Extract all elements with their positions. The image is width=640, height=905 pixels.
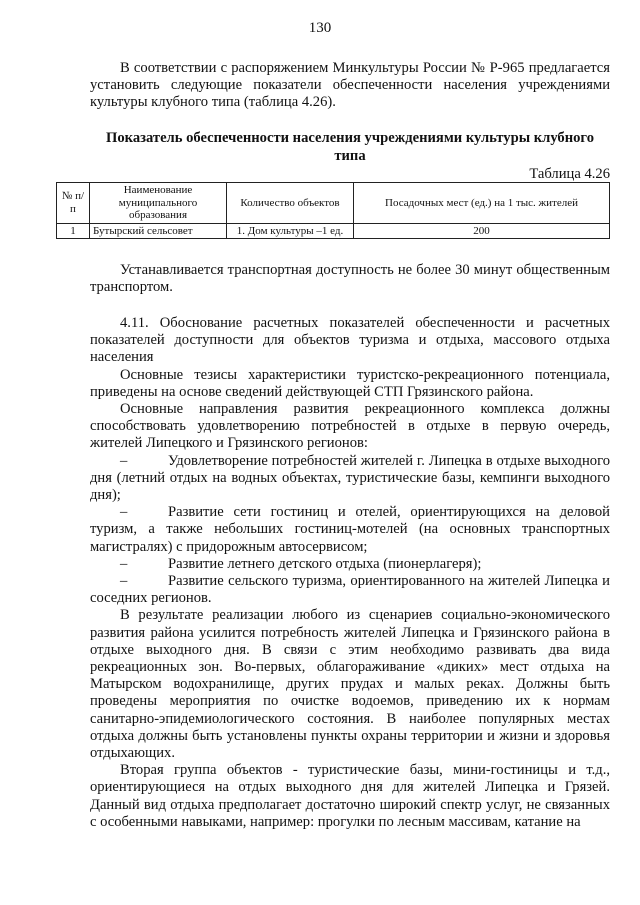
cell-number: 1 xyxy=(57,223,90,239)
list-item-text: Развитие сельского туризма, ориентированного на жителей Липецка и соседних регионов. xyxy=(90,573,610,607)
list-item xyxy=(90,556,610,573)
list-item xyxy=(90,453,610,505)
dash-marker: – xyxy=(120,504,128,521)
cell-seats: 200 xyxy=(354,223,610,239)
table-row xyxy=(57,223,610,239)
table-title: Показатель обеспеченности населения учреждениями культуры клубного типа xyxy=(105,130,594,164)
indicator-table xyxy=(56,182,610,239)
paragraph-scenarios: В результате реализации любого из сценариев социально-экономического развития района усилится потребность жителей Липецка и Грязинского района в отдыхе выходного дня. В связи с этим необходимо развивать два вида рекреационных зон. Во-первых, облагораживание «диких» мест отдыха на Матырском водохранилище, других прудах и малых реках. Должны быть проведены мероприятия по очистке водоемов, приведению их к нормам санитарно-эпидемиологического состояния. В наиболее популярных местах отдыха должны быть установлены пункты охраны территории и жизни и здоровья отдыхающих. xyxy=(90,607,610,762)
cell-municipality: Бутырский сельсовет xyxy=(90,223,227,239)
header-cell-object-count: Количество объектов xyxy=(227,183,354,224)
dash-marker: – xyxy=(120,555,128,572)
section-heading-4-11: 4.11. Обоснование расчетных показателей обеспеченности и расчетных показателей доступности для объектов туризма и отдыха, массового отдыха населения xyxy=(90,315,610,366)
main-text-block xyxy=(90,315,610,831)
table-header-row xyxy=(57,183,610,224)
paragraph-second-group: Вторая группа объектов - туристические базы, мини-гостиницы и т.д., ориентирующиеся на отдых выходного дня для жителей Липецка и Грязей. Данный вид отдыха предполагает достаточно широкий спектр услуг, не связанных с особенными навыками, например: прогулки по лесным массивам, катание на xyxy=(90,762,610,830)
cell-object-count: 1. Дом культуры –1 ед. xyxy=(227,223,354,239)
transport-block xyxy=(90,262,610,296)
intro-paragraph: В соответствии с распоряжением Минкультуры России № Р-965 предлагается установить следующие показатели обеспеченности населения учреждениями культуры клубного типа (таблица 4.26). xyxy=(90,60,610,111)
list-item xyxy=(90,504,610,556)
paragraph-theses: Основные тезисы характеристики туристско-рекреационного потенциала, приведены на основе сведений действующей СТП Грязинского района. xyxy=(90,366,610,400)
header-cell-seats: Посадочных мест (ед.) на 1 тыс. жителей xyxy=(354,183,610,224)
page-number: 130 xyxy=(308,20,332,36)
list-item-text: Удовлетворение потребностей жителей г. Липецка в отдыхе выходного дня (летний отдых на водных объектах, туристические базы, кемпинги выходного дня); xyxy=(90,452,610,504)
paragraph-transport: Устанавливается транспортная доступность не более 30 минут общественным транспортом. xyxy=(90,262,610,296)
list-item xyxy=(90,573,610,607)
dash-marker: – xyxy=(120,573,128,590)
paragraph-directions: Основные направления развития рекреационного комплекса должны способствовать удовлетворению потребностей в отдыхе в первую очередь, жителей Липецкого и Грязинского регионов: xyxy=(90,401,610,452)
list-item-text: Развитие летнего детского отдыха (пионерлагеря); xyxy=(168,555,482,572)
table-caption: Таблица 4.26 xyxy=(529,166,610,182)
intro-block xyxy=(90,60,610,112)
header-cell-number: № п/п xyxy=(57,183,90,224)
list-item-text: Развитие сети гостиниц и отелей, ориентирующихся на деловой туризм, а также небольших гостиниц-мотелей (на основных транспортных магистралях) с придорожным автосервисом; xyxy=(90,504,610,555)
header-cell-municipality: Наименование муниципального образования xyxy=(90,183,227,224)
dash-marker: – xyxy=(120,452,128,469)
